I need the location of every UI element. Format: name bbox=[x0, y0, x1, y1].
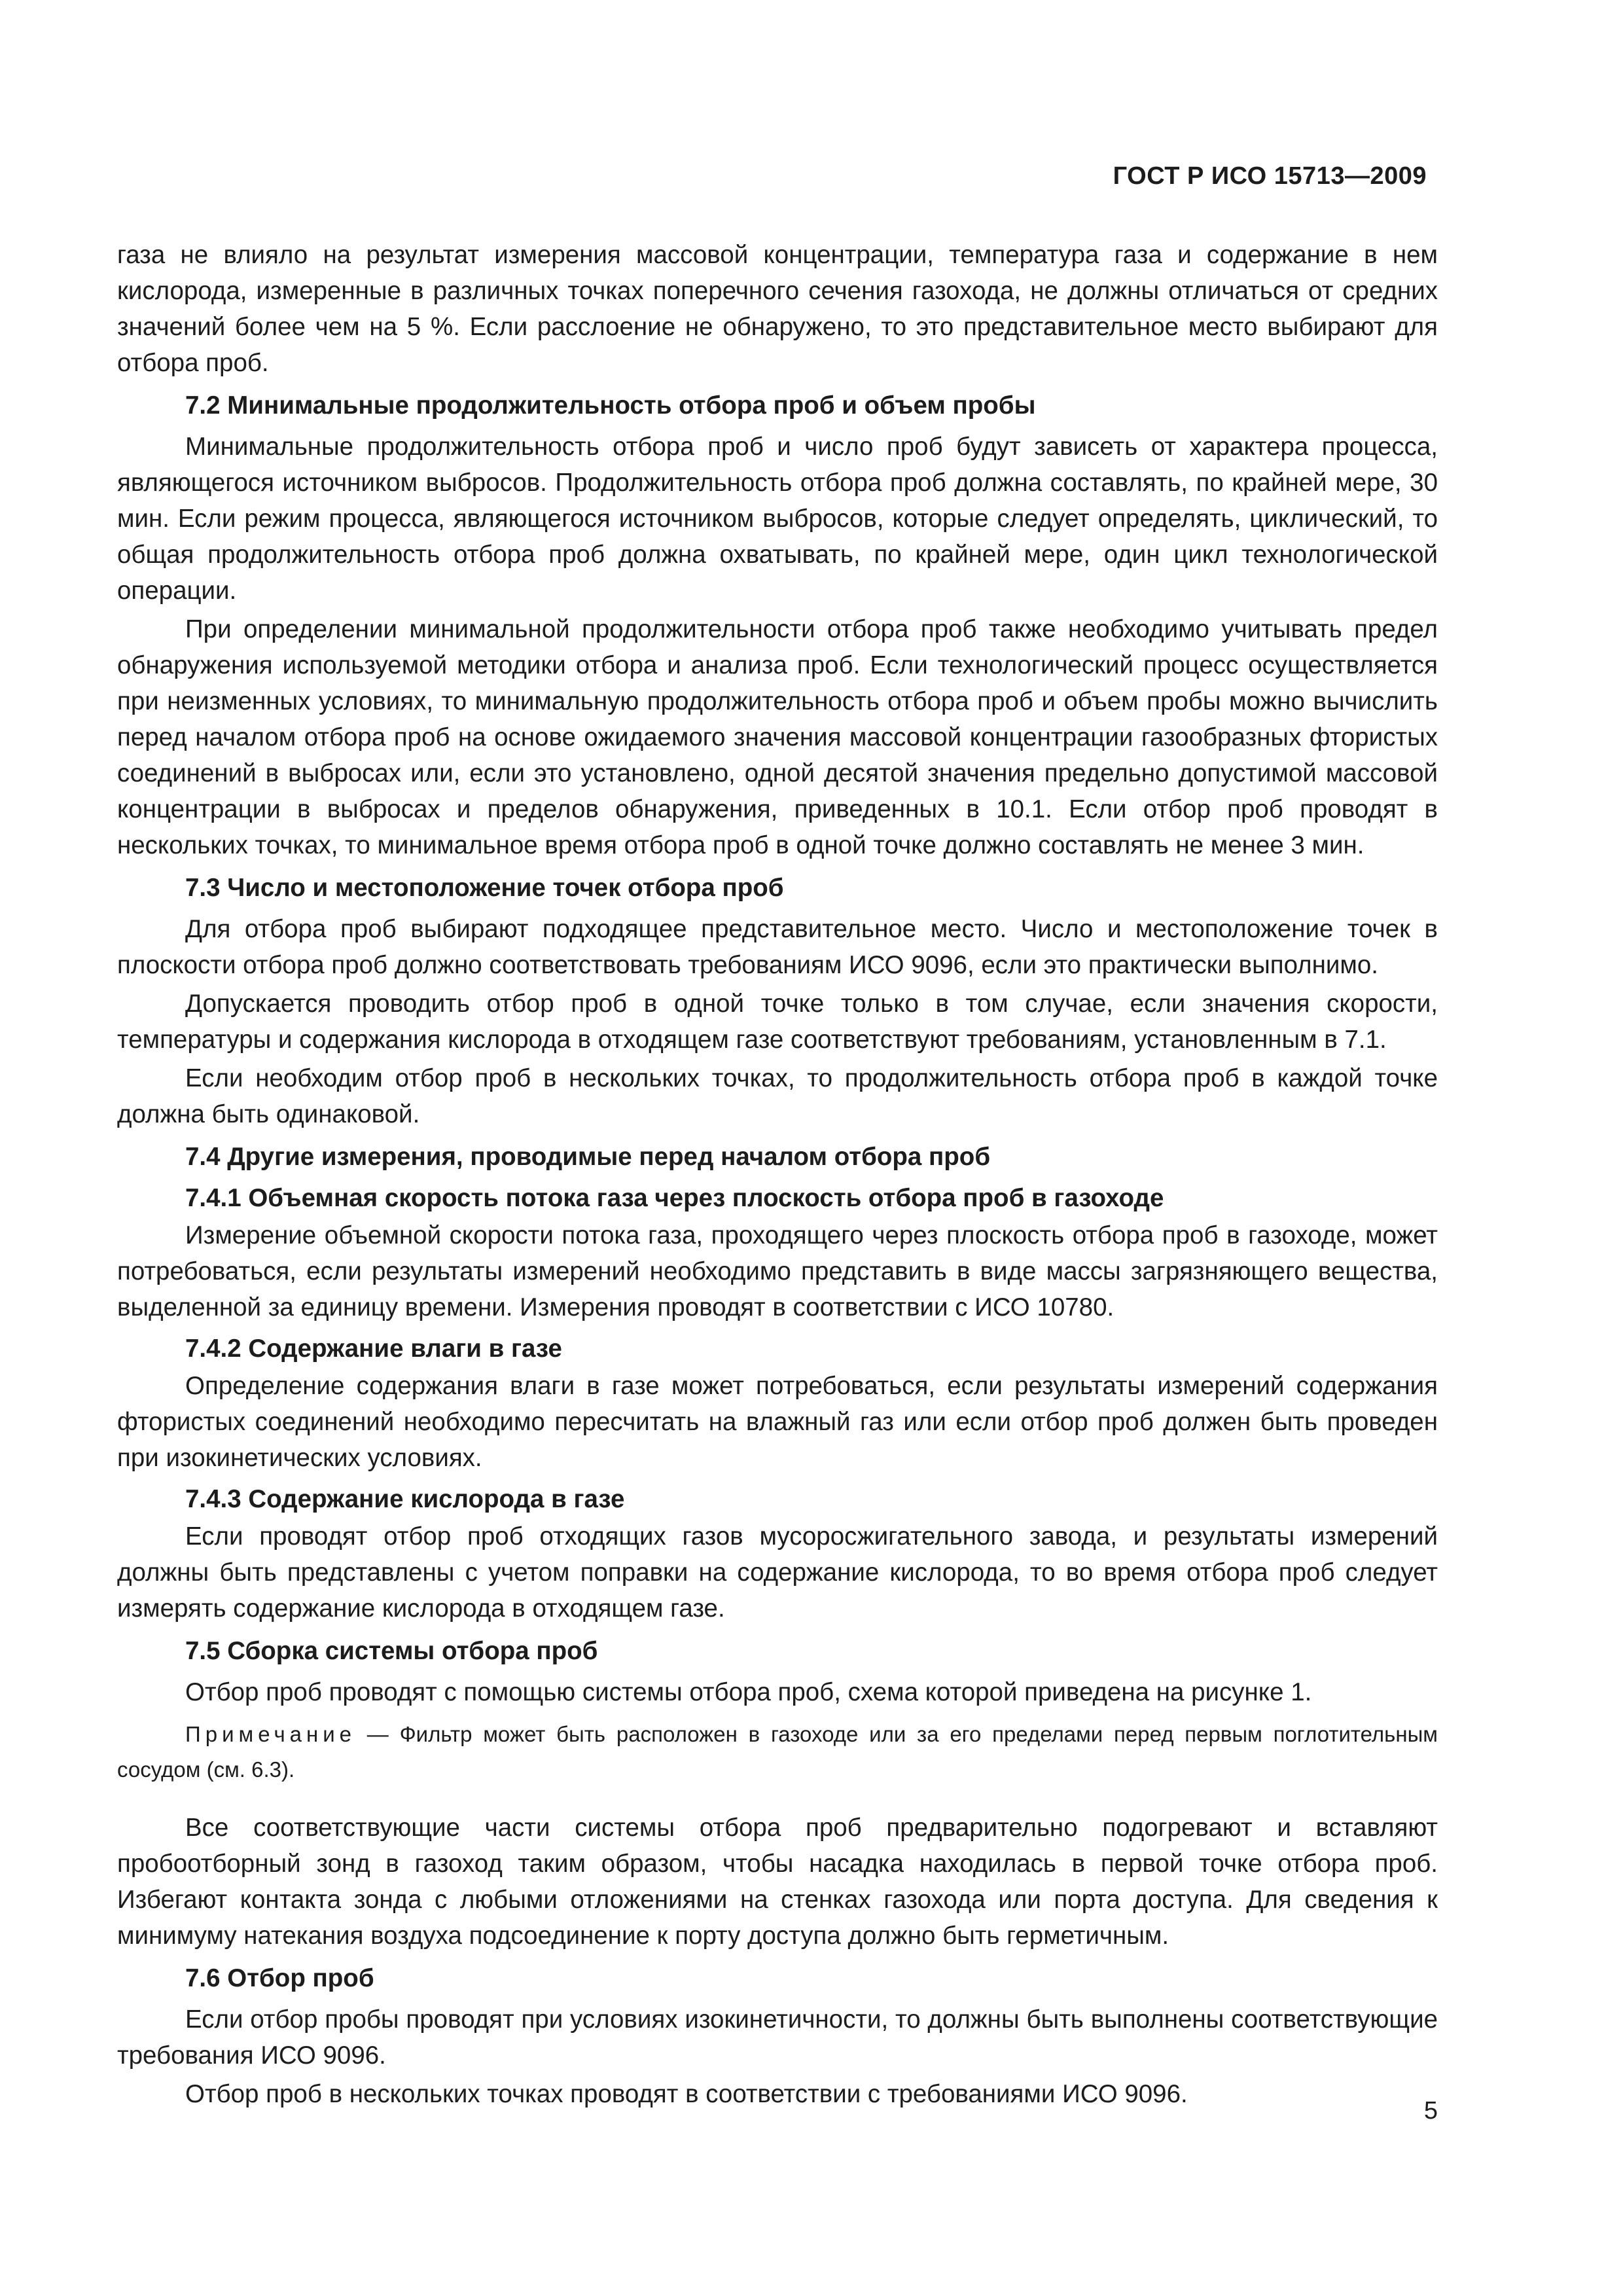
page-number: 5 bbox=[1423, 2097, 1438, 2125]
section-7-4-1-heading: 7.4.1 Объемная скорость потока газа через плоскость отбора проб в газоходе bbox=[185, 1184, 1164, 1212]
note-text: — Фильтр может быть расположен в газоходе или за его пределами перед первым поглотительным сосудом (см. 6.3). bbox=[117, 1722, 1438, 1782]
section-7-4-1-paragraph: Измерение объемной скорости потока газа, проходящего через плоскость отбора проб в газоходе, может потребоваться, если результаты измерений необходимо представить в виде массы загрязняющего вещества, выделенной за единицу времени. Измерения проводят в соответствии с ИСО 10780. bbox=[117, 1221, 1438, 1321]
section-7-4-heading: 7.4 Другие измерения, проводимые перед началом отбора проб bbox=[185, 1143, 991, 1171]
intro-paragraph: газа не влияло на результат измерения массовой концентрации, температура газа и содержание в нем кислорода, измеренные в различных точках поперечного сечения газохода, не должны отличаться от средних значений более чем на 5 %. Если расслоение не обнаружено, то это представительное место выбирают для отбора проб. bbox=[117, 241, 1438, 377]
section-7-3-paragraph-3: Если необходим отбор проб в нескольких точках, то продолжительность отбора проб в каждой точке должна быть одинаковой. bbox=[117, 1064, 1438, 1128]
note-label: Примечание bbox=[185, 1722, 357, 1746]
section-7-4-2-heading: 7.4.2 Содержание влаги в газе bbox=[185, 1335, 562, 1363]
section-7-2-heading: 7.2 Минимальные продолжительность отбора проб и объем пробы bbox=[185, 391, 1036, 420]
section-7-4-2-paragraph: Определение содержания влаги в газе может потребоваться, если результаты измерений содержания фтористых соединений необходимо пересчитать на влажный газ или если отбор проб должен быть проведен при изокинетических условиях. bbox=[117, 1372, 1438, 1472]
section-7-6-paragraph-1: Если отбор пробы проводят при условиях изокинетичности, то должны быть выполнены соответствующие требования ИСО 9096. bbox=[117, 2005, 1438, 2070]
section-7-4-3-heading: 7.4.3 Содержание кислорода в газе bbox=[185, 1485, 625, 1513]
section-7-5-paragraph-1: Отбор проб проводят с помощью системы отбора проб, схема которой приведена на рисунке 1. bbox=[185, 1678, 1312, 1706]
section-7-5-note bbox=[117, 1717, 1438, 1787]
section-7-5-paragraph-2: Все соответствующие части системы отбора проб предварительно подогревают и вставляют пробоотборный зонд в газоход таким образом, чтобы насадка находилась в первой точке отбора проб. Избегают контакта зонда с любыми отложениями на стенках газохода или порта доступа. Для сведения к минимуму натекания воздуха подсоединение к порту доступа должно быть герметичным. bbox=[117, 1814, 1438, 1950]
document-body bbox=[117, 237, 1438, 2112]
section-7-3-heading: 7.3 Число и местоположение точек отбора проб bbox=[185, 874, 784, 902]
section-7-2-paragraph-2: При определении минимальной продолжительности отбора проб также необходимо учитывать предел обнаружения используемой методики отбора и анализа проб. Если технологический процесс осуществляется при неизменных условиях, то минимальную продолжительность отбора проб и объем пробы можно вычислить перед началом отбора проб на основе ожидаемого значения массовой концентрации газообразных фтористых соединений в выбросах или, если это установлено, одной десятой значения предельно допустимой массовой концентрации в выбросах и пределов обнаружения, приведенных в 10.1. Если отбор проб проводят в нескольких точках, то минимальное время отбора проб в одной точке должно составлять не менее 3 мин. bbox=[117, 615, 1438, 859]
section-7-4-3-paragraph: Если проводят отбор проб отходящих газов мусоросжигательного завода, и результаты измерений должны быть представлены с учетом поправки на содержание кислорода, то во время отбора проб следует измерять содержание кислорода в отходящем газе. bbox=[117, 1522, 1438, 1623]
section-7-6-paragraph-2: Отбор проб в нескольких точках проводят в соответствии с требованиями ИСО 9096. bbox=[185, 2080, 1188, 2108]
section-7-5-heading: 7.5 Сборка системы отбора проб bbox=[185, 1637, 598, 1665]
section-7-3-paragraph-2: Допускается проводить отбор проб в одной точке только в том случае, если значения скорости, температуры и содержания кислорода в отходящем газе соответствуют требованиям, установленным в 7.1. bbox=[117, 990, 1438, 1054]
section-7-3-paragraph-1: Для отбора проб выбирают подходящее представительное место. Число и местоположение точек в плоскости отбора проб должно соответствовать требованиям ИСО 9096, если это практически выполнимо. bbox=[117, 915, 1438, 979]
section-7-2-paragraph-1: Минимальные продолжительность отбора проб и число проб будут зависеть от характера процесса, являющегося источником выбросов. Продолжительность отбора проб должна составлять, по крайней мере, 30 мин. Если режим процесса, являющегося источником выбросов, которые следует определять, циклический, то общая продолжительность отбора проб должна охватывать, по крайней мере, один цикл технологической операции. bbox=[117, 433, 1438, 605]
section-7-6-heading: 7.6 Отбор проб bbox=[185, 1964, 374, 1992]
document-code: ГОСТ Р ИСО 15713—2009 bbox=[1113, 162, 1427, 190]
